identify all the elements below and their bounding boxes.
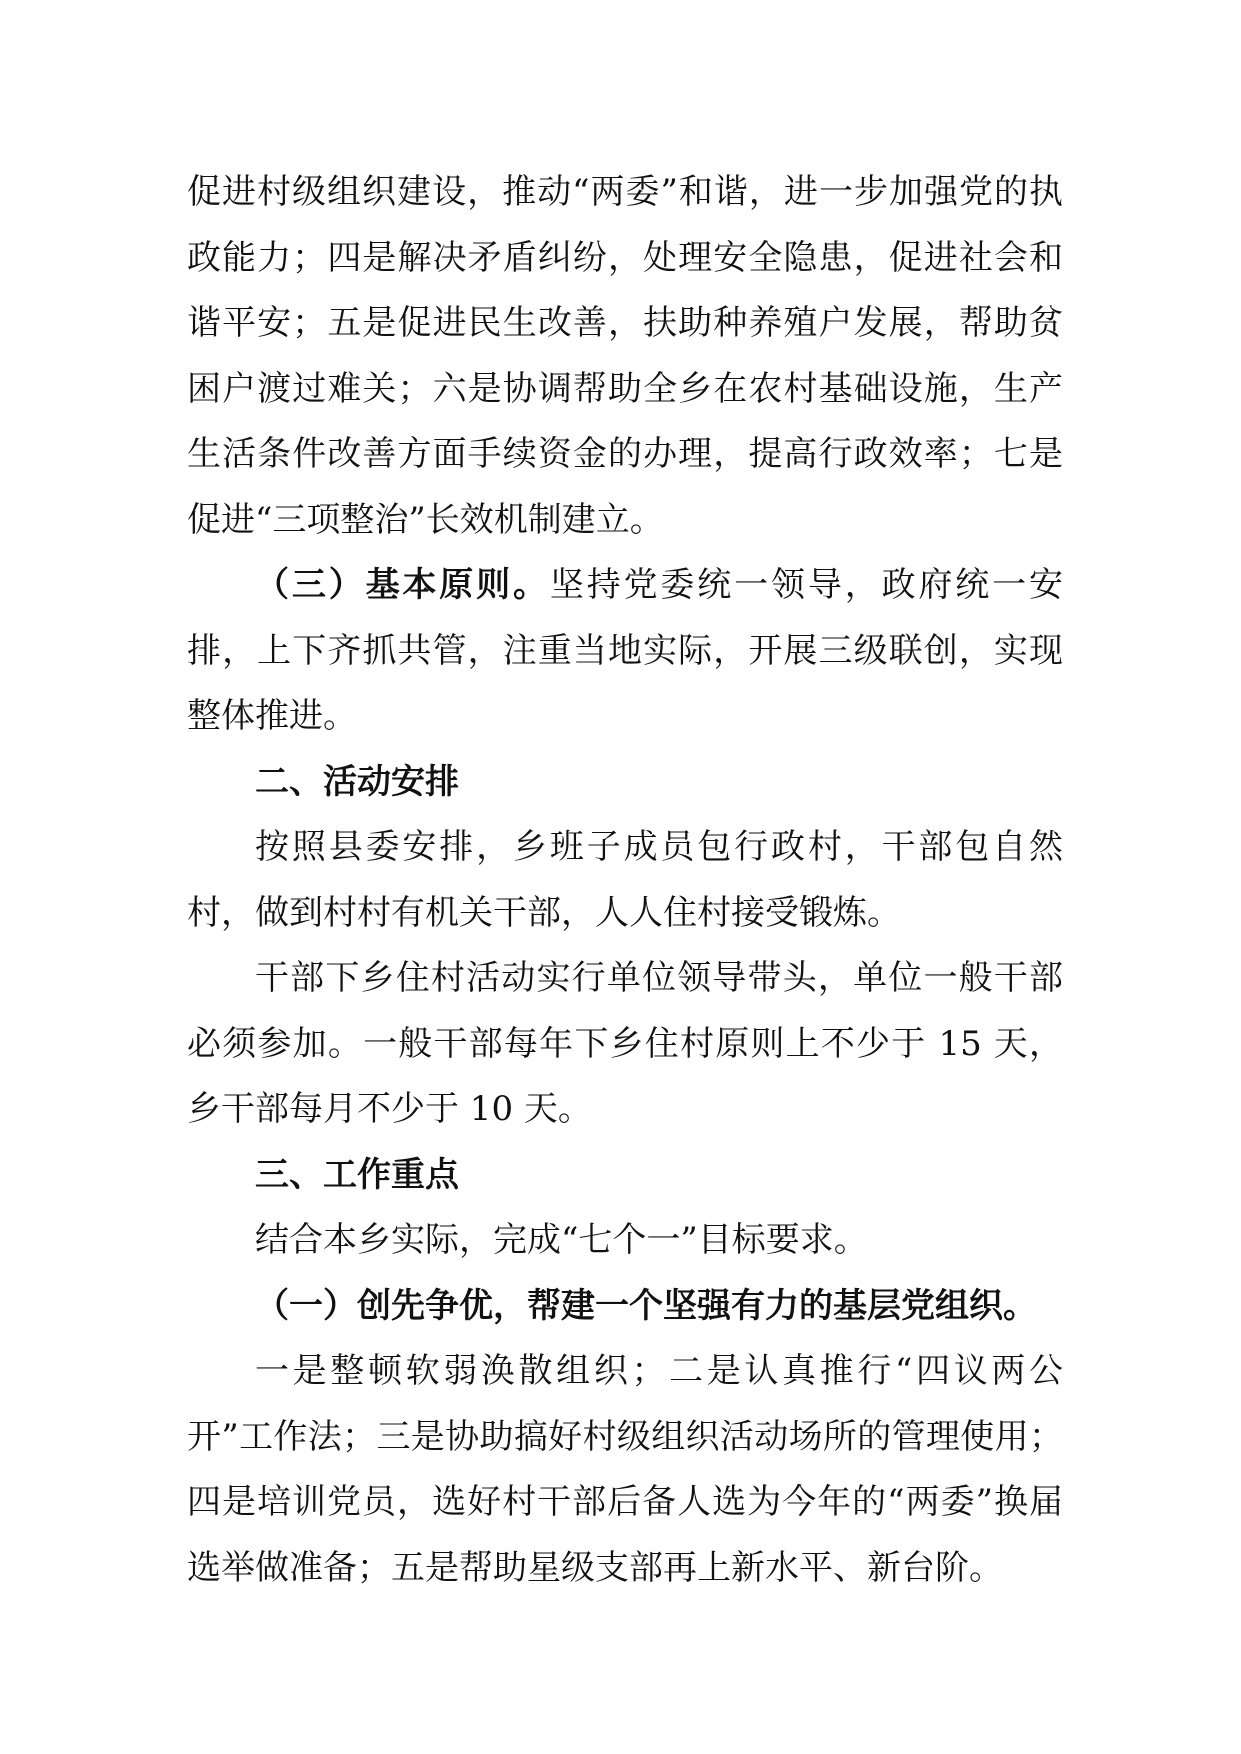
basic-principles-heading: （三）基本原则。 — [255, 565, 550, 605]
paragraph-continued: 促进村级组织建设，推动“两委”和谐，进一步加强党的执政能力；四是解决矛盾纠纷，处理安全隐患，促进社会和谐平安；五是促进民生改善，扶助种养殖户发展，帮助贫困户渡过难关；六是协调帮助全乡在农村基础设施，生产生活条件改善方面手续资金的办理，提高行政效率；七是促进“三项整治”长效机制建立。 — [187, 172, 1063, 540]
paragraph-goals: 结合本乡实际，完成“七个一”目标要求。 — [255, 1220, 868, 1260]
basic-principles-text: 坚持党委统一领导，政府统一安排，上下齐抓共管，注重当地实际，开展三级联创，实现整体推进。 — [187, 565, 1064, 736]
paragraph-arrangement: 按照县委安排，乡班子成员包行政村，干部包自然村，做到村村有机关干部，人人住村接受锻炼。 — [187, 827, 1063, 933]
paragraph-party-tasks: 一是整顿软弱涣散组织；二是认真推行“四议两公开”工作法；三是协助搞好村级组织活动场所的管理使用；四是培训党员，选好村干部后备人选为今年的“两委”换届选举做准备；五是帮助星级支部再上新水平、新台阶。 — [187, 1351, 1063, 1588]
subsection-heading-party-organization: （一）创先争优，帮建一个坚强有力的基层党组织。 — [255, 1285, 1037, 1326]
paragraph-cadre-requirements: 干部下乡住村活动实行单位领导带头，单位一般干部必须参加。一般干部每年下乡住村原则上不少于 15 天，乡干部每月不少于 10 天。 — [187, 958, 1063, 1129]
document-body — [187, 160, 1063, 1601]
paragraph-basic-principles — [187, 553, 1063, 750]
section-heading-activity-arrangement: 二、活动安排 — [255, 761, 459, 802]
section-heading-work-focus: 三、工作重点 — [255, 1154, 459, 1195]
